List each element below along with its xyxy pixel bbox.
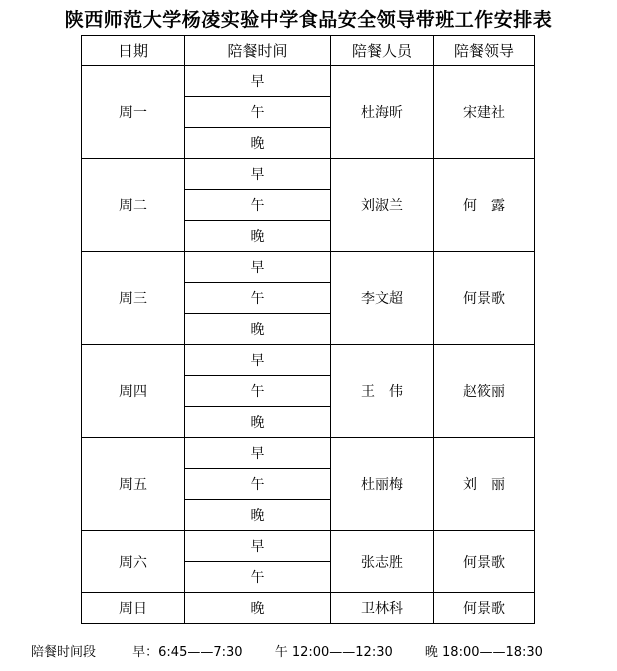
table-row	[82, 531, 535, 562]
day-cell: 周四	[82, 345, 185, 438]
leader-cell: 何景歌	[434, 593, 535, 624]
table-row	[82, 593, 535, 624]
meal-time-cell: 晚	[185, 500, 331, 531]
column-header-leader: 陪餐领导	[434, 36, 535, 66]
table-row	[82, 159, 535, 190]
day-cell: 周日	[82, 593, 185, 624]
day-cell: 周二	[82, 159, 185, 252]
table-row	[82, 252, 535, 283]
meal-time-cell: 午	[185, 469, 331, 500]
staff-cell: 杜海昕	[331, 66, 434, 159]
table-row	[82, 438, 535, 469]
legend-lunch: 午 12:00——12:30	[274, 645, 393, 660]
table-row	[82, 345, 535, 376]
staff-cell: 李文超	[331, 252, 434, 345]
meal-time-cell: 午	[185, 97, 331, 128]
staff-cell: 张志胜	[331, 531, 434, 593]
day-cell: 周五	[82, 438, 185, 531]
leader-cell: 赵筱丽	[434, 345, 535, 438]
meal-time-cell: 晚	[185, 593, 331, 624]
leader-cell: 刘 丽	[434, 438, 535, 531]
page-title: 陕西师范大学杨凌实验中学食品安全领导带班工作安排表	[64, 9, 553, 31]
meal-time-legend	[31, 641, 543, 660]
leader-cell: 宋建社	[434, 66, 535, 159]
column-header-meal-time: 陪餐时间	[185, 36, 331, 66]
table-row	[82, 66, 535, 97]
meal-time-cell: 午	[185, 376, 331, 407]
meal-time-cell: 午	[185, 283, 331, 314]
meal-time-cell: 晚	[185, 314, 331, 345]
legend-label: 陪餐时间段	[31, 645, 97, 660]
legend-breakfast: 早：6:45——7:30	[132, 645, 243, 660]
meal-time-cell: 晚	[185, 128, 331, 159]
meal-time-cell: 午	[185, 190, 331, 221]
meal-time-cell: 晚	[185, 221, 331, 252]
staff-cell: 卫林科	[331, 593, 434, 624]
staff-cell: 杜丽梅	[331, 438, 434, 531]
table-header-row	[82, 36, 535, 66]
leader-cell: 何 露	[434, 159, 535, 252]
meal-time-cell: 早	[185, 345, 331, 376]
day-cell: 周一	[82, 66, 185, 159]
meal-time-cell: 晚	[185, 407, 331, 438]
meal-time-cell: 午	[185, 562, 331, 593]
meal-time-cell: 早	[185, 252, 331, 283]
day-cell: 周六	[82, 531, 185, 593]
staff-cell: 刘淑兰	[331, 159, 434, 252]
leader-cell: 何景歌	[434, 252, 535, 345]
meal-time-cell: 早	[185, 159, 331, 190]
meal-time-cell: 早	[185, 438, 331, 469]
staff-cell: 王 伟	[331, 345, 434, 438]
meal-time-cell: 早	[185, 531, 331, 562]
column-header-date: 日期	[82, 36, 185, 66]
meal-time-cell: 早	[185, 66, 331, 97]
legend-dinner: 晚 18:00——18:30	[424, 645, 543, 660]
day-cell: 周三	[82, 252, 185, 345]
column-header-staff: 陪餐人员	[331, 36, 434, 66]
schedule-body	[82, 66, 535, 624]
leader-cell: 何景歌	[434, 531, 535, 593]
schedule-table	[81, 35, 535, 624]
